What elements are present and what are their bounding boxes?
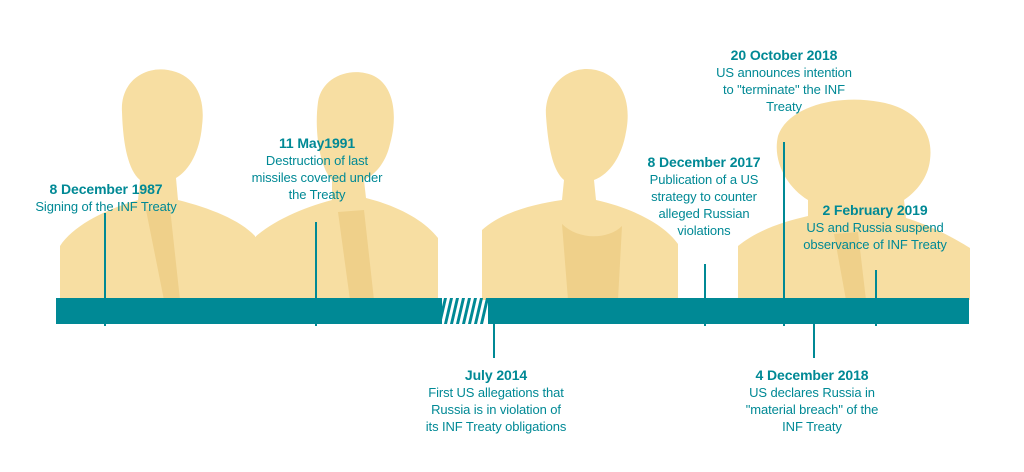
event-description: Destruction of last missiles covered under the Treaty xyxy=(251,153,383,202)
event-date: 8 December 2017 xyxy=(647,154,761,170)
event-1991 xyxy=(230,134,404,203)
event-description: First US allegations that Russia is in violation of its INF Treaty obligations xyxy=(425,385,567,434)
event-description: Publication of a US strategy to counter alleged Russian violations xyxy=(649,172,759,238)
event-description: Signing of the INF Treaty xyxy=(35,199,177,214)
event-2018dec xyxy=(712,366,912,435)
event-description: US and Russia suspend observance of INF Treaty xyxy=(803,220,947,252)
event-2014 xyxy=(398,366,594,435)
timeline-break-icon xyxy=(434,298,490,324)
timeline-bar-left xyxy=(56,298,442,324)
event-2018oct xyxy=(688,46,880,115)
tick-2017 xyxy=(704,264,706,326)
event-date: 4 December 2018 xyxy=(755,367,869,383)
event-date: July 2014 xyxy=(464,367,528,383)
timeline-bar-right xyxy=(488,298,969,324)
event-date: 2 February 2019 xyxy=(822,202,928,218)
event-date: 20 October 2018 xyxy=(730,47,838,63)
event-description: US announces intention to "terminate" the INF Treaty xyxy=(716,65,852,114)
tick-1987 xyxy=(104,213,106,326)
tick-1991 xyxy=(315,222,317,326)
tick-2018oct xyxy=(783,142,785,326)
event-2017 xyxy=(626,153,782,239)
event-description: US declares Russia in "material breach" of the INF Treaty xyxy=(745,385,879,434)
event-date: 8 December 1987 xyxy=(49,181,163,197)
event-2019 xyxy=(786,201,964,253)
event-date: 11 May1991 xyxy=(278,135,356,151)
tick-2014 xyxy=(493,298,495,358)
event-1987 xyxy=(12,180,200,215)
tick-2019 xyxy=(875,270,877,326)
tick-2018dec xyxy=(813,298,815,358)
